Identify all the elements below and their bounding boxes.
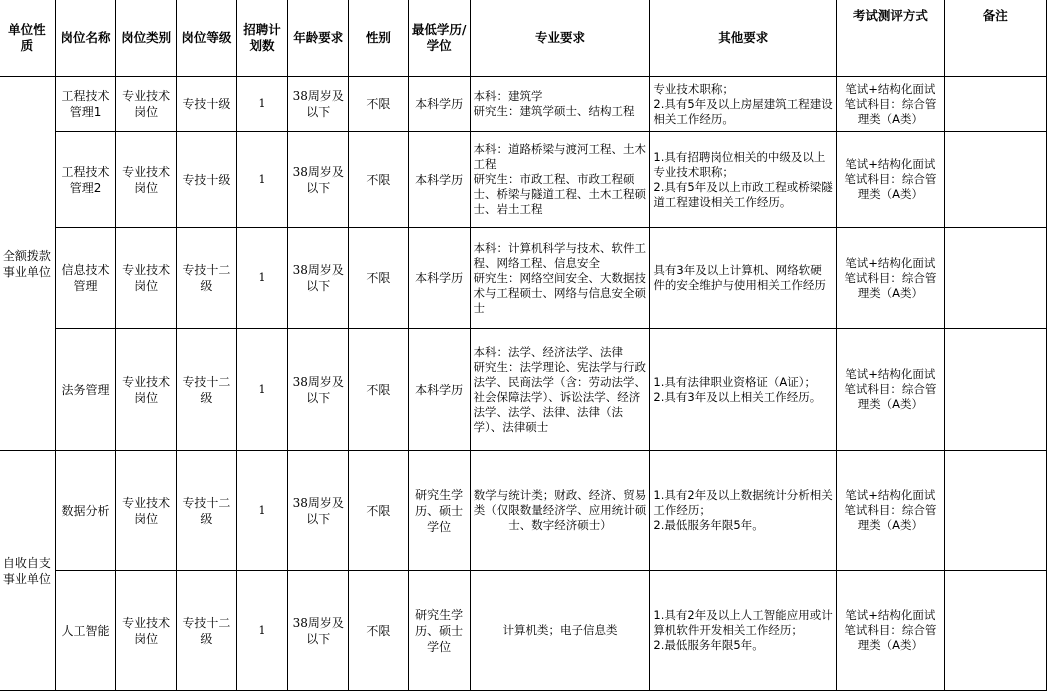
header-major: 专业要求 xyxy=(470,0,650,77)
gender-cell: 不限 xyxy=(349,77,409,132)
position-name-cell: 信息技术管理 xyxy=(55,228,116,329)
exam-cell: 笔试+结构化面试 笔试科目：综合管理类（A类） xyxy=(837,329,944,451)
table-row xyxy=(0,77,1047,132)
recruit-count-cell: 1 xyxy=(236,132,288,228)
gender-cell: 不限 xyxy=(349,329,409,451)
age-cell: 38周岁及以下 xyxy=(288,132,349,228)
unit-type-cell: 全额拨款事业单位 xyxy=(0,77,55,451)
recruit-count-cell: 1 xyxy=(236,571,288,691)
position-level-cell: 专技十级 xyxy=(177,132,237,228)
position-category-cell: 专业技术岗位 xyxy=(116,329,177,451)
remark-cell xyxy=(944,228,1046,329)
gender-cell: 不限 xyxy=(349,451,409,571)
header-remark: 备注 xyxy=(944,0,1046,77)
major-cell: 本科：计算机科学与技术、软件工程、网络工程、信息安全 研究生：网络空间安全、大数据技术与工程硕士、网络与信息安全硕士 xyxy=(470,228,650,329)
header-position-level: 岗位等级 xyxy=(177,0,237,77)
position-category-cell: 专业技术岗位 xyxy=(116,77,177,132)
table-row xyxy=(0,571,1047,691)
other-cell: 1.具有招聘岗位相关的中级及以上专业技术职称； 2.具有5年及以上市政工程或桥梁隧道工程建设相关工作经历。 xyxy=(650,132,837,228)
position-level-cell: 专技十二级 xyxy=(177,571,237,691)
header-education: 最低学历/学位 xyxy=(408,0,470,77)
other-cell: 具有3年及以上计算机、网络软硬件的安全维护与使用相关工作经历 xyxy=(650,228,837,329)
major-cell: 本科：建筑学 研究生：建筑学硕士、结构工程 xyxy=(470,77,650,132)
position-name-cell: 工程技术管理2 xyxy=(55,132,116,228)
education-cell: 本科学历 xyxy=(408,132,470,228)
header-position-name: 岗位名称 xyxy=(55,0,116,77)
position-category-cell: 专业技术岗位 xyxy=(116,228,177,329)
education-cell: 本科学历 xyxy=(408,329,470,451)
header-exam: 考试测评方式 xyxy=(837,0,944,77)
other-cell: 1.具有2年及以上人工智能应用或计算机软件开发相关工作经历； 2.最低服务年限5年。 xyxy=(650,571,837,691)
exam-cell: 笔试+结构化面试 笔试科目：综合管理类（A类） xyxy=(837,77,944,132)
position-level-cell: 专技十二级 xyxy=(177,329,237,451)
table-row xyxy=(0,132,1047,228)
position-level-cell: 专技十级 xyxy=(177,77,237,132)
position-level-cell: 专技十二级 xyxy=(177,451,237,571)
position-name-cell: 数据分析 xyxy=(55,451,116,571)
recruit-count-cell: 1 xyxy=(236,77,288,132)
table-row xyxy=(0,228,1047,329)
exam-cell: 笔试+结构化面试 笔试科目：综合管理类（A类） xyxy=(837,571,944,691)
header-gender: 性别 xyxy=(349,0,409,77)
remark-cell xyxy=(944,451,1046,571)
gender-cell: 不限 xyxy=(349,571,409,691)
unit-type-cell: 自收自支事业单位 xyxy=(0,451,55,691)
age-cell: 38周岁及以下 xyxy=(288,228,349,329)
age-cell: 38周岁及以下 xyxy=(288,571,349,691)
remark-cell xyxy=(944,329,1046,451)
other-cell: 专业技术职称； 2.具有5年及以上房屋建筑工程建设相关工作经历。 xyxy=(650,77,837,132)
age-cell: 38周岁及以下 xyxy=(288,77,349,132)
table-row xyxy=(0,329,1047,451)
recruit-count-cell: 1 xyxy=(236,228,288,329)
education-cell: 研究生学历、硕士学位 xyxy=(408,571,470,691)
gender-cell: 不限 xyxy=(349,132,409,228)
position-category-cell: 专业技术岗位 xyxy=(116,132,177,228)
position-name-cell: 人工智能 xyxy=(55,571,116,691)
education-cell: 研究生学历、硕士学位 xyxy=(408,451,470,571)
major-cell: 计算机类；电子信息类 xyxy=(470,571,650,691)
header-other: 其他要求 xyxy=(650,0,837,77)
header-position-category: 岗位类别 xyxy=(116,0,177,77)
remark-cell xyxy=(944,77,1046,132)
header-row xyxy=(0,0,1047,77)
education-cell: 本科学历 xyxy=(408,77,470,132)
exam-cell: 笔试+结构化面试 笔试科目：综合管理类（A类） xyxy=(837,132,944,228)
recruit-count-cell: 1 xyxy=(236,329,288,451)
table-row xyxy=(0,451,1047,571)
other-cell: 1.具有法律职业资格证（A证）； 2.具有3年及以上相关工作经历。 xyxy=(650,329,837,451)
header-unit-type: 单位性质 xyxy=(0,0,55,77)
age-cell: 38周岁及以下 xyxy=(288,451,349,571)
major-cell: 本科：道路桥梁与渡河工程、土木工程 研究生：市政工程、市政工程硕士、桥梁与隧道工程、土木工程硕士、岩土工程 xyxy=(470,132,650,228)
major-cell: 数学与统计类；财政、经济、贸易类（仅限数量经济学、应用统计硕士、数字经济硕士） xyxy=(470,451,650,571)
gender-cell: 不限 xyxy=(349,228,409,329)
major-cell: 本科：法学、经济法学、法律 研究生：法学理论、宪法学与行政法学、民商法学（含：劳动法学、社会保障法学）、诉讼法学、经济法学、法学、法律、法律（法学）、法律硕士 xyxy=(470,329,650,451)
remark-cell xyxy=(944,571,1046,691)
header-age: 年龄要求 xyxy=(288,0,349,77)
position-category-cell: 专业技术岗位 xyxy=(116,451,177,571)
position-level-cell: 专技十二级 xyxy=(177,228,237,329)
other-cell: 1.具有2年及以上数据统计分析相关工作经历； 2.最低服务年限5年。 xyxy=(650,451,837,571)
recruit-count-cell: 1 xyxy=(236,451,288,571)
position-name-cell: 法务管理 xyxy=(55,329,116,451)
remark-cell xyxy=(944,132,1046,228)
header-recruit-count: 招聘计划数 xyxy=(236,0,288,77)
position-name-cell: 工程技术管理1 xyxy=(55,77,116,132)
exam-cell: 笔试+结构化面试 笔试科目：综合管理类（A类） xyxy=(837,451,944,571)
exam-cell: 笔试+结构化面试 笔试科目：综合管理类（A类） xyxy=(837,228,944,329)
position-category-cell: 专业技术岗位 xyxy=(116,571,177,691)
education-cell: 本科学历 xyxy=(408,228,470,329)
age-cell: 38周岁及以下 xyxy=(288,329,349,451)
